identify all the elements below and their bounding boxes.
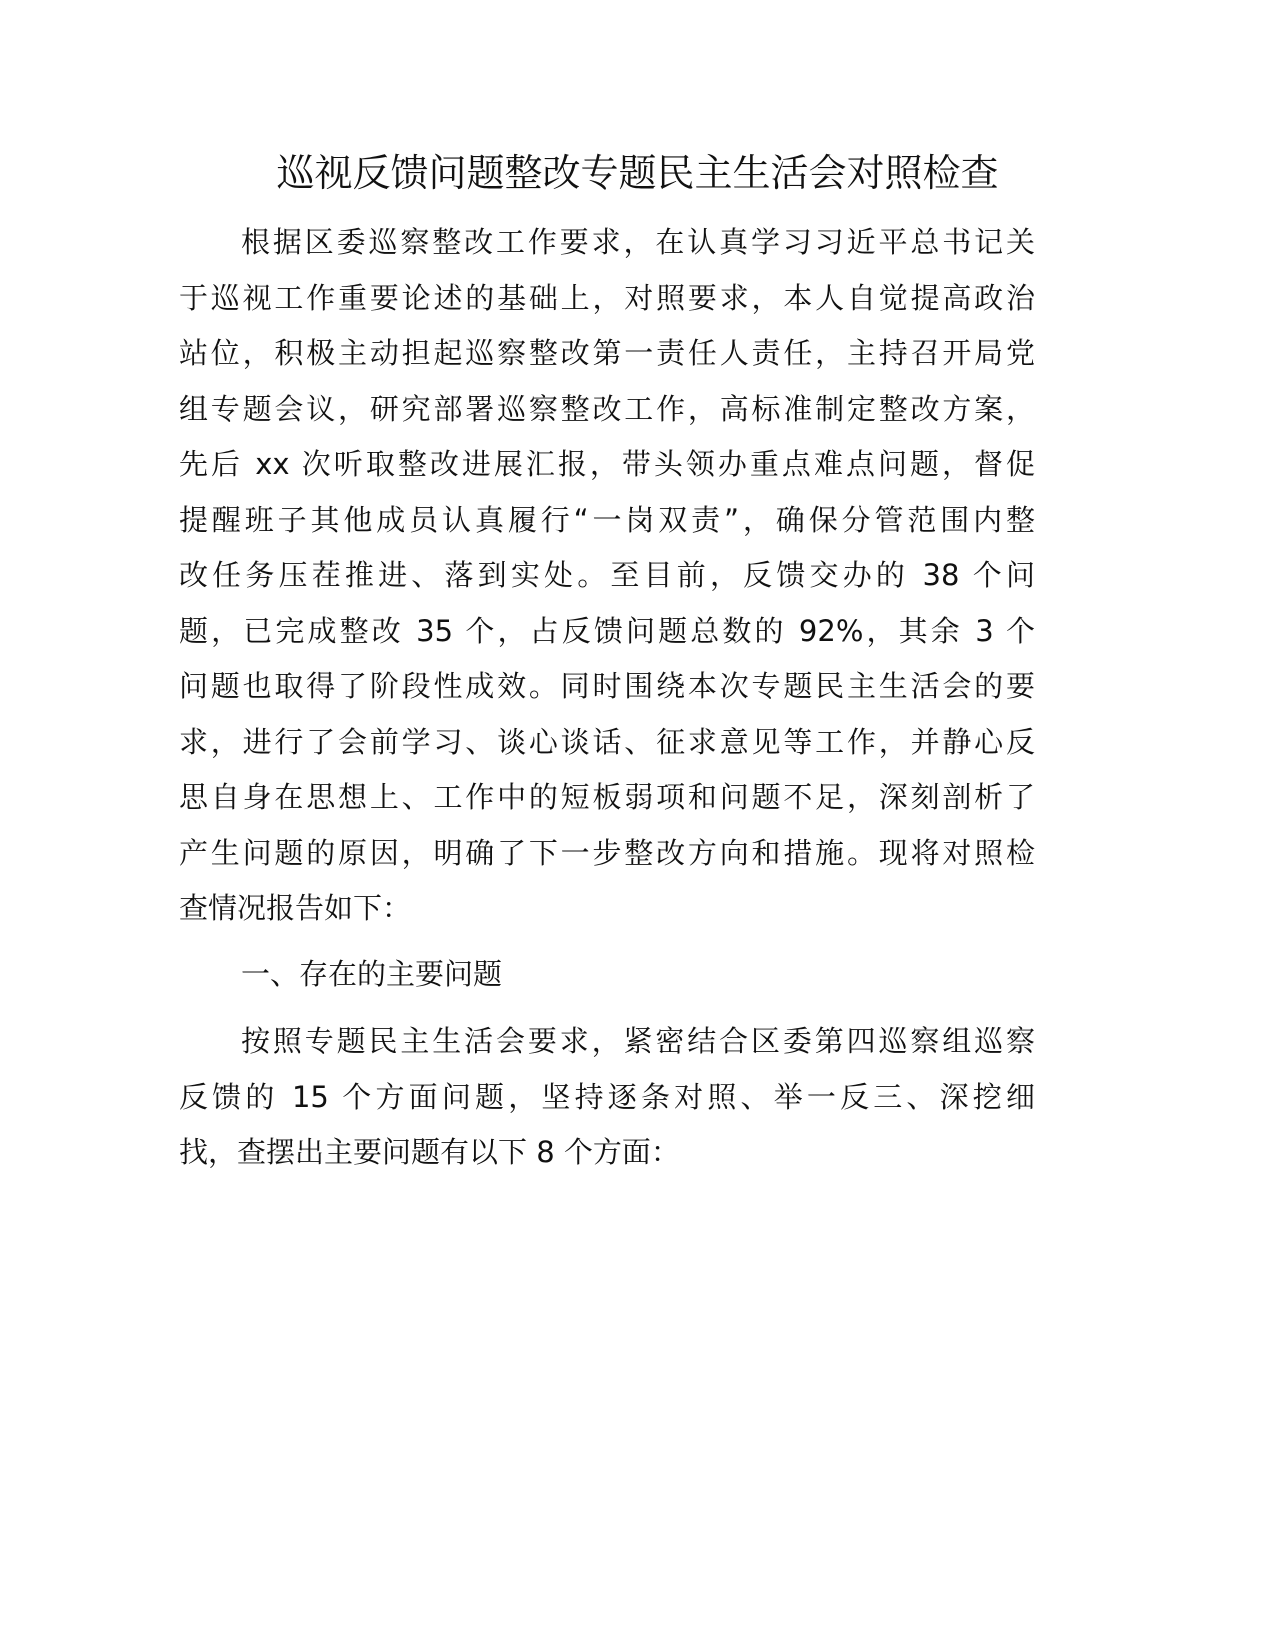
text-line: 于巡视工作重要论述的基础上，对照要求，本人自觉提高政治 (179, 280, 1035, 315)
document-title: 巡视反馈问题整改专题民主生活会对照检查 (276, 151, 999, 195)
text-line: 反馈的 15 个方面问题，坚持逐条对照、举一反三、深挖细 (179, 1079, 1035, 1114)
text-line: 思自身在思想上、工作中的短板弱项和问题不足，深刻剖析了 (179, 780, 1035, 814)
text-line: 提醒班子其他成员认真履行“一岗双责”，确保分管范围内整 (179, 502, 1035, 537)
text-line: 查情况报告如下： (179, 891, 412, 925)
text-line: 产生问题的原因，明确了下一步整改方向和措施。现将对照检 (179, 835, 1035, 870)
text-line: 题，已完成整改 35 个，占反馈问题总数的 92%，其余 3 个 (179, 613, 1035, 648)
text-line: 组专题会议，研究部署巡察整改工作，高标准制定整改方案， (179, 391, 1035, 426)
text-line: 改任务压茬推进、落到实处。至目前，反馈交办的 38 个问 (179, 558, 1035, 592)
section-heading (179, 947, 1035, 1003)
intro-paragraph (179, 215, 1035, 937)
text-line: 求，进行了会前学习、谈心谈话、征求意见等工作，并静心反 (179, 724, 1035, 759)
text-line: 站位，积极主动担起巡察整改第一责任人责任，主持召开局党 (179, 336, 1035, 370)
section-heading-text: 一、存在的主要问题 (241, 957, 503, 991)
section-paragraph (179, 1014, 1035, 1181)
text-line: 根据区委巡察整改工作要求，在认真学习习近平总书记关 (241, 225, 1035, 259)
text-line: 先后 xx 次听取整改进展汇报，带头领办重点难点问题，督促 (179, 447, 1035, 481)
text-line: 按照专题民主生活会要求，紧密结合区委第四巡察组巡察 (241, 1024, 1035, 1058)
text-line: 问题也取得了阶段性成效。同时围绕本次专题民主生活会的要 (179, 669, 1035, 703)
text-line: 找，查摆出主要问题有以下 8 个方面： (179, 1135, 680, 1169)
